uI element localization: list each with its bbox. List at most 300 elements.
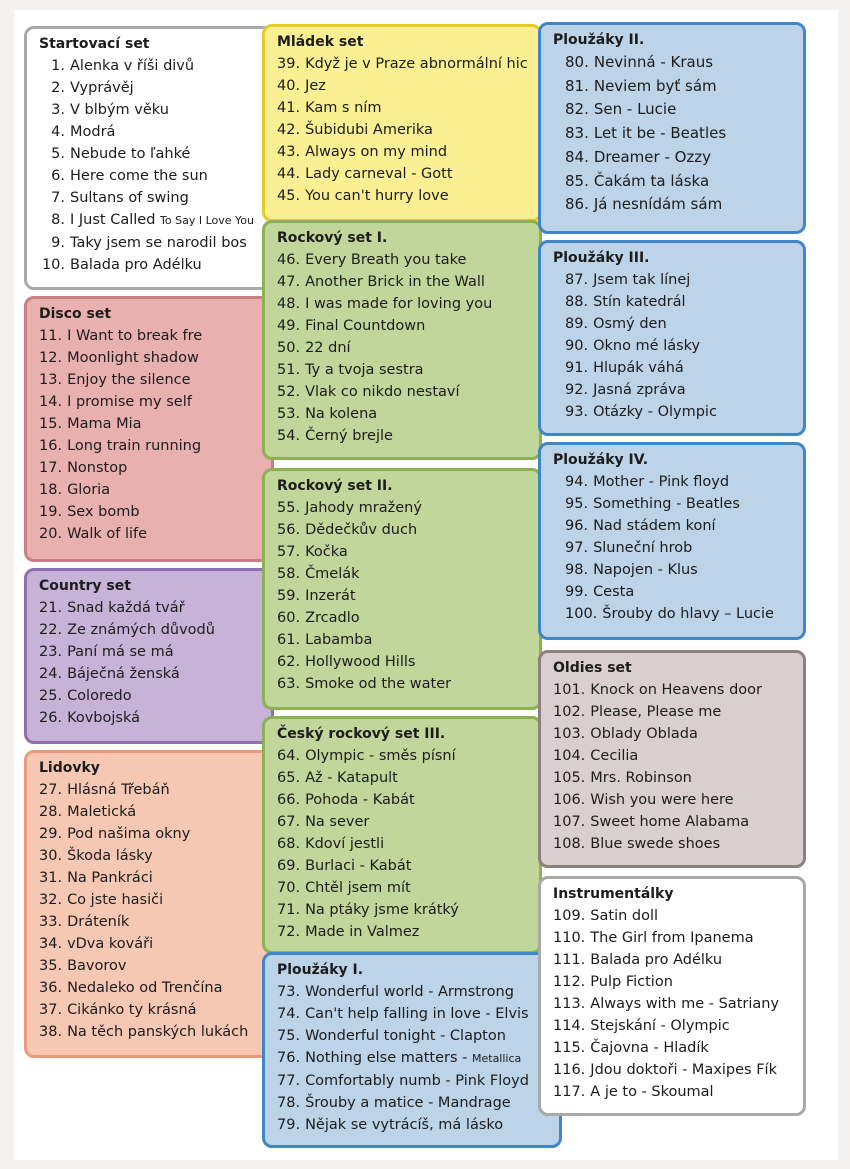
song-item [39, 165, 263, 187]
song-item [277, 585, 531, 607]
song-list [553, 51, 795, 217]
song-number: 79. [277, 1117, 301, 1133]
song-title: I Just Called [70, 212, 156, 228]
song-number: 1. [51, 58, 65, 74]
song-title: Satin doll [590, 908, 659, 924]
set-box-lidovky [24, 750, 274, 1058]
song-item [39, 1021, 263, 1043]
song-list [277, 249, 531, 447]
song-title: Here come the sun [70, 168, 208, 184]
song-title: Vlak co nikdo nestaví [305, 384, 460, 400]
song-title: Made in Valmez [305, 924, 420, 940]
song-title: Balada pro Adélku [590, 952, 723, 968]
set-box-plouzaky-3 [538, 240, 806, 436]
song-number: 106. [553, 792, 586, 808]
song-title: Always with me - Satriany [590, 996, 780, 1012]
song-title: Wonderful world - Armstrong [305, 984, 514, 1000]
song-number: 102. [553, 704, 586, 720]
song-item [39, 933, 263, 955]
song-number: 25. [39, 688, 63, 704]
song-item [553, 269, 795, 291]
song-title: Kovbojská [67, 710, 140, 726]
song-title: Když je v Praze abnormální hic [305, 56, 528, 72]
song-number: 13. [39, 372, 63, 388]
set-box-cesky-rock-3 [262, 716, 542, 954]
song-item [277, 381, 531, 403]
song-number: 89. [565, 316, 589, 332]
song-title: Lady carneval - Gott [305, 166, 453, 182]
song-title: Pulp Fiction [590, 974, 673, 990]
song-number: 61. [277, 632, 301, 648]
set-title: Ploužáky III. [553, 250, 650, 266]
song-number: 3. [51, 102, 65, 118]
song-title: A je to - Skoumal [590, 1084, 714, 1100]
song-item [553, 927, 795, 949]
song-title: Smoke od the water [305, 676, 452, 692]
song-title: Every Breath you take [305, 252, 467, 268]
song-item [553, 1015, 795, 1037]
song-title: Zrcadlo [305, 610, 360, 626]
song-number: 90. [565, 338, 589, 354]
song-number: 40. [277, 78, 301, 94]
song-item [277, 899, 531, 921]
song-item [277, 811, 531, 833]
song-title: Knock on Heavens door [590, 682, 762, 698]
song-title: Bavorov [67, 958, 127, 974]
song-item [553, 291, 795, 313]
song-title: Blue swede shoes [590, 836, 721, 852]
song-number: 47. [277, 274, 301, 290]
song-title: Nějak se vytrácíš, má lásko [305, 1117, 504, 1133]
song-item [277, 163, 531, 185]
set-title: Country set [39, 578, 131, 594]
song-item [277, 607, 531, 629]
song-number: 17. [39, 460, 63, 476]
song-number: 67. [277, 814, 301, 830]
song-number: 75. [277, 1028, 301, 1044]
song-item [39, 254, 263, 276]
song-item [39, 457, 263, 479]
set-box-mladek [262, 24, 542, 222]
song-number: 82. [565, 100, 589, 119]
song-item [553, 357, 795, 379]
song-title: Olympic - směs písní [305, 748, 456, 764]
song-item [553, 723, 795, 745]
song-list [553, 679, 795, 855]
song-number: 36. [39, 980, 63, 996]
song-item [39, 801, 263, 823]
set-box-startovaci [24, 26, 274, 290]
song-title: Na ptáky jsme krátký [305, 902, 459, 918]
song-title: Please, Please me [590, 704, 722, 720]
set-box-rock-2 [262, 468, 542, 710]
song-number: 2. [51, 80, 65, 96]
set-title: Startovací set [39, 36, 150, 52]
song-list [277, 497, 531, 695]
song-title: Ze známých důvodů [67, 622, 215, 638]
song-title: Walk of life [67, 526, 148, 542]
song-title: Long train running [67, 438, 202, 454]
song-title: Napojen - Klus [593, 562, 698, 578]
song-title: You can't hurry love [305, 188, 449, 204]
set-box-rock-1 [262, 220, 542, 460]
song-number: 58. [277, 566, 301, 582]
song-number: 48. [277, 296, 301, 312]
song-item [39, 413, 263, 435]
song-item [39, 55, 263, 77]
song-item [553, 122, 795, 146]
song-number: 116. [553, 1062, 586, 1078]
song-title: Balada pro Adélku [70, 257, 202, 273]
song-item [553, 1037, 795, 1059]
song-title: vDva kováři [67, 936, 154, 952]
song-title: Labamba [305, 632, 373, 648]
song-number: 101. [553, 682, 586, 698]
song-title: Wish you were here [590, 792, 734, 808]
song-number: 20. [39, 526, 63, 542]
song-number: 68. [277, 836, 301, 852]
song-item [553, 51, 795, 75]
set-title: Ploužáky II. [553, 32, 645, 48]
song-item [277, 833, 531, 855]
song-number: 28. [39, 804, 63, 820]
song-item [277, 497, 531, 519]
song-item [39, 232, 263, 254]
song-title: Škoda lásky [67, 848, 153, 864]
song-number: 49. [277, 318, 301, 334]
song-item [553, 701, 795, 723]
song-title: Nedaleko od Trenčína [67, 980, 223, 996]
song-title: Až - Katapult [305, 770, 398, 786]
set-title: Disco set [39, 306, 112, 322]
song-number: 80. [565, 53, 589, 71]
song-title: Šubidubi Amerika [305, 122, 433, 138]
song-number: 39. [277, 56, 301, 72]
song-title: Na těch panských lukách [67, 1024, 249, 1040]
song-item [277, 981, 551, 1003]
song-number: 86. [565, 195, 589, 214]
song-number: 38. [39, 1024, 63, 1040]
set-title: Ploužáky I. [277, 962, 364, 978]
song-title: Coloredo [67, 688, 132, 704]
song-item [277, 425, 531, 447]
song-number: 83. [565, 124, 589, 143]
song-number: 110. [553, 930, 586, 946]
song-number: 78. [277, 1095, 301, 1111]
song-title: Báječná ženská [67, 666, 180, 682]
song-number: 103. [553, 726, 586, 742]
song-title: Taky jsem se narodil bos [70, 235, 247, 251]
song-number: 111. [553, 952, 586, 968]
set-box-plouzaky-2 [538, 22, 806, 234]
song-number: 35. [39, 958, 63, 974]
song-number: 43. [277, 144, 301, 160]
song-number: 107. [553, 814, 586, 830]
song-title: Stejskání - Olympic [590, 1018, 730, 1034]
song-item [553, 515, 795, 537]
song-title: Čmelák [305, 566, 360, 582]
song-item [553, 905, 795, 927]
song-title: Snad každá tvář [67, 600, 185, 616]
song-number: 29. [39, 826, 63, 842]
song-title: Černý brejle [305, 428, 393, 444]
song-number: 95. [565, 496, 589, 512]
set-title: Rockový set I. [277, 230, 388, 246]
song-item [39, 867, 263, 889]
song-number: 26. [39, 710, 63, 726]
song-list [39, 325, 263, 545]
song-item [553, 313, 795, 335]
song-item [553, 493, 795, 515]
song-number: 22. [39, 622, 63, 638]
set-title: Ploužáky IV. [553, 452, 649, 468]
song-title: Alenka v říši divů [70, 58, 195, 74]
song-item [277, 1114, 551, 1136]
set-title: Český rockový set III. [277, 726, 446, 742]
song-item [39, 977, 263, 999]
song-title: Hlupák váhá [593, 360, 684, 376]
song-title: Mother - Pink floyd [593, 474, 730, 490]
song-number: 91. [565, 360, 589, 376]
song-item [553, 581, 795, 603]
song-number: 37. [39, 1002, 63, 1018]
song-item [39, 641, 263, 663]
song-title: Já nesnídám sám [593, 195, 723, 214]
song-number: 46. [277, 252, 301, 268]
song-list [39, 55, 263, 276]
song-item [277, 745, 531, 767]
song-title: Dreamer - Ozzy [593, 147, 712, 166]
song-number: 4. [51, 124, 65, 140]
song-title: Another Brick in the Wall [305, 274, 485, 290]
song-item [553, 1081, 795, 1103]
song-number: 105. [553, 770, 586, 786]
song-item [553, 949, 795, 971]
song-number: 62. [277, 654, 301, 670]
song-list [553, 269, 795, 423]
song-title: Final Countdown [305, 318, 426, 334]
song-item [277, 75, 531, 97]
song-number: 18. [39, 482, 63, 498]
song-number: 92. [565, 382, 589, 398]
song-item [553, 833, 795, 855]
song-title: Mrs. Robinson [590, 770, 692, 786]
song-item [553, 679, 795, 701]
song-title: Nonstop [67, 460, 128, 476]
song-title: Comfortably numb - Pink Floyd [305, 1073, 529, 1089]
song-item [39, 99, 263, 121]
song-number: 70. [277, 880, 301, 896]
song-title: Dráteník [67, 914, 130, 930]
song-number: 30. [39, 848, 63, 864]
song-title: Burlaci - Kabát [305, 858, 412, 874]
song-title: Chtěl jsem mít [305, 880, 411, 896]
song-item [39, 999, 263, 1021]
song-title: Nothing else matters - [305, 1050, 468, 1066]
song-title: Stín katedrál [593, 294, 686, 310]
song-number: 54. [277, 428, 301, 444]
song-item [277, 629, 531, 651]
song-title-suffix: Metallica [472, 1052, 522, 1065]
set-box-oldies [538, 650, 806, 868]
song-number: 44. [277, 166, 301, 182]
song-number: 23. [39, 644, 63, 660]
song-title: Nevinná - Kraus [593, 53, 714, 71]
song-list [277, 981, 551, 1136]
song-title: Cesta [593, 584, 635, 600]
song-item [277, 185, 531, 207]
set-title: Rockový set II. [277, 478, 393, 494]
song-number: 60. [277, 610, 301, 626]
song-item [39, 209, 263, 232]
song-item [553, 471, 795, 493]
song-title: Pod našima okny [67, 826, 191, 842]
song-item [277, 921, 531, 943]
song-number: 64. [277, 748, 301, 764]
song-title: Let it be - Beatles [593, 124, 727, 143]
song-number: 97. [565, 540, 589, 556]
song-title: I was made for loving you [305, 296, 493, 312]
song-item [277, 97, 531, 119]
song-item [277, 767, 531, 789]
song-title: Always on my mind [305, 144, 448, 160]
song-title: Jez [305, 78, 326, 94]
song-item [553, 971, 795, 993]
song-number: 76. [277, 1050, 301, 1066]
song-item [39, 369, 263, 391]
song-title: Hollywood Hills [305, 654, 416, 670]
song-item [277, 271, 531, 293]
song-list [277, 745, 531, 943]
song-item [277, 541, 531, 563]
song-title: Sex bomb [67, 504, 140, 520]
song-item [39, 955, 263, 977]
song-list [553, 905, 795, 1103]
song-item [277, 651, 531, 673]
song-number: 42. [277, 122, 301, 138]
song-item [39, 823, 263, 845]
song-item [277, 519, 531, 541]
song-title: The Girl from Ipanema [590, 930, 754, 946]
song-title: Enjoy the silence [67, 372, 191, 388]
song-number: 71. [277, 902, 301, 918]
song-list [553, 471, 795, 625]
song-title: Ty a tvoja sestra [305, 362, 424, 378]
song-item [553, 537, 795, 559]
song-item [39, 501, 263, 523]
song-item [39, 77, 263, 99]
song-item [553, 993, 795, 1015]
song-title: Na kolena [305, 406, 378, 422]
set-box-instrumentalky [538, 876, 806, 1116]
song-item [39, 845, 263, 867]
song-item [39, 325, 263, 347]
song-number: 81. [565, 76, 589, 95]
song-item [277, 403, 531, 425]
song-title: Na Pankráci [67, 870, 153, 886]
song-title: Kam s ním [305, 100, 382, 116]
song-title: Sen - Lucie [593, 100, 677, 119]
song-title: Oblady Oblada [590, 726, 698, 742]
song-item [39, 187, 263, 209]
song-item [39, 707, 263, 729]
song-number: 51. [277, 362, 301, 378]
song-title: Kdoví jestli [305, 836, 385, 852]
song-item [39, 779, 263, 801]
song-item [39, 523, 263, 545]
song-item [39, 597, 263, 619]
song-number: 56. [277, 522, 301, 538]
song-number: 31. [39, 870, 63, 886]
song-number: 5. [51, 146, 65, 162]
song-number: 112. [553, 974, 586, 990]
song-title: Na sever [305, 814, 370, 830]
song-title: Jdou doktoři - Maxipes Fík [590, 1062, 777, 1078]
song-number: 114. [553, 1018, 586, 1034]
song-title: Can't help falling in love - Elvis [305, 1006, 529, 1022]
song-title: Osmý den [593, 316, 667, 332]
song-number: 9. [51, 235, 65, 251]
song-number: 109. [553, 908, 586, 924]
song-item [277, 673, 531, 695]
song-title: Maletická [67, 804, 137, 820]
song-item [553, 335, 795, 357]
song-number: 27. [39, 782, 63, 798]
song-number: 16. [39, 438, 63, 454]
song-item [277, 293, 531, 315]
song-item [553, 1059, 795, 1081]
song-number: 10. [41, 257, 65, 273]
song-number: 19. [39, 504, 63, 520]
set-box-plouzaky-1 [262, 952, 562, 1148]
song-item [553, 401, 795, 423]
song-item [277, 1070, 551, 1092]
song-item [553, 75, 795, 99]
song-item [39, 685, 263, 707]
song-item [39, 911, 263, 933]
song-title: Nad stádem koní [593, 518, 716, 534]
song-title: Vyprávěj [70, 80, 134, 96]
song-number: 108. [553, 836, 586, 852]
song-item [553, 603, 795, 625]
song-item [553, 811, 795, 833]
song-title: Neviem byť sám [593, 76, 717, 95]
song-item [277, 789, 531, 811]
song-number: 50. [277, 340, 301, 356]
song-number: 113. [553, 996, 586, 1012]
song-item [277, 855, 531, 877]
song-number: 65. [277, 770, 301, 786]
song-number: 96. [565, 518, 589, 534]
song-item [39, 619, 263, 641]
song-item [553, 170, 795, 194]
song-title: Hlásná Třebáň [67, 782, 170, 798]
song-number: 115. [553, 1040, 586, 1056]
song-item [277, 359, 531, 381]
song-number: 45. [277, 188, 301, 204]
song-item [39, 347, 263, 369]
song-item [39, 143, 263, 165]
song-number: 88. [565, 294, 589, 310]
song-title: Moonlight shadow [67, 350, 199, 366]
song-title: Sultans of swing [70, 190, 189, 206]
set-box-country [24, 568, 274, 744]
song-item [553, 193, 795, 217]
song-title: Sweet home Alabama [590, 814, 750, 830]
song-number: 85. [565, 171, 589, 190]
song-item [553, 146, 795, 170]
song-item [277, 337, 531, 359]
